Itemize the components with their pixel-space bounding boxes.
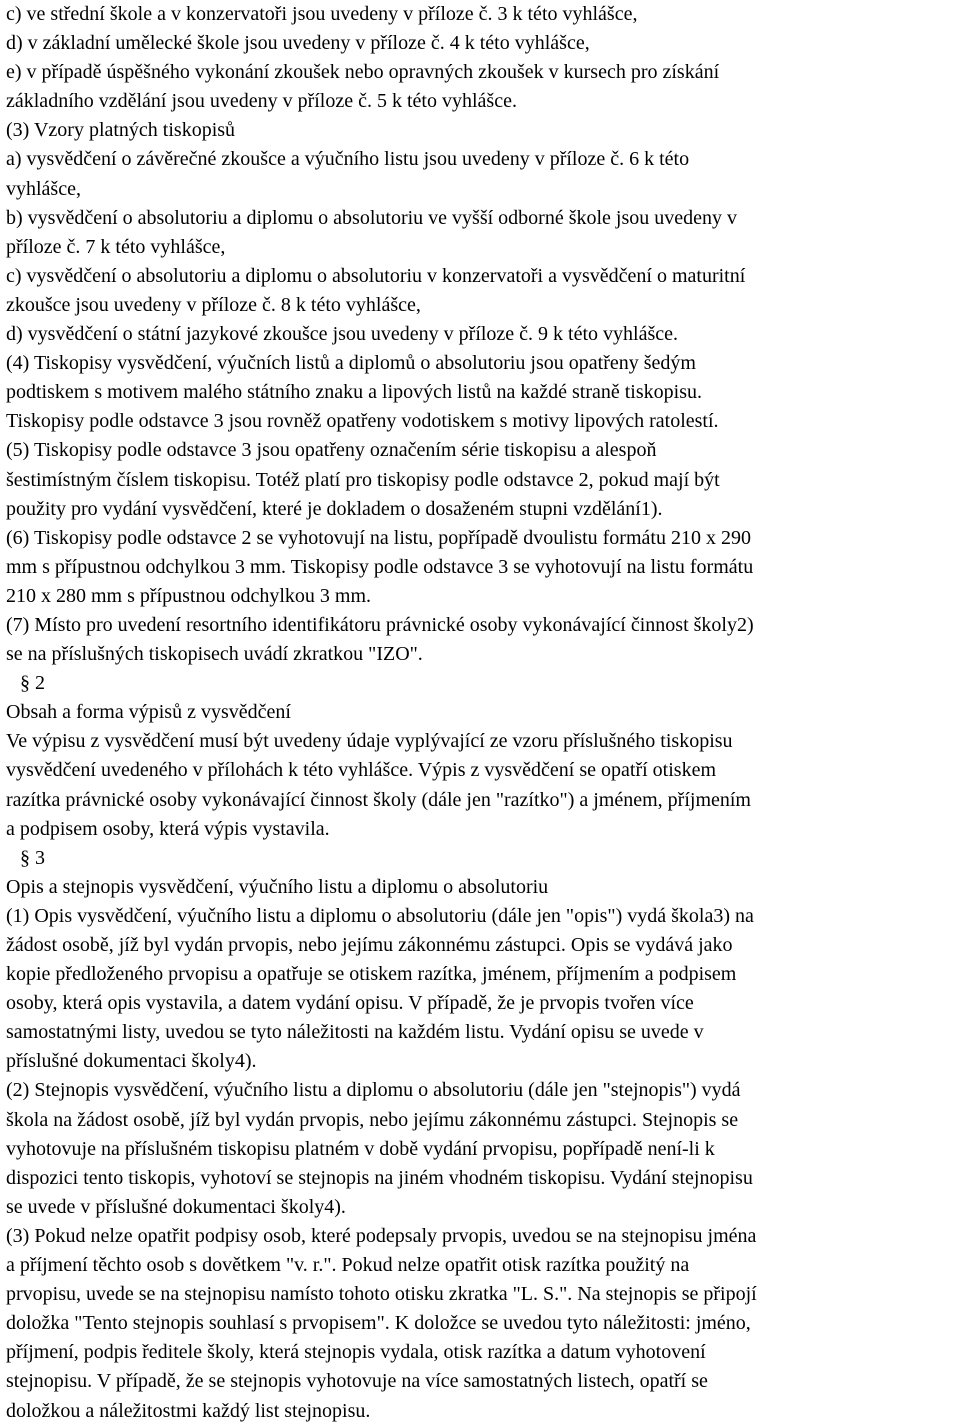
text-line: dispozici tento tiskopis, vyhotoví se stejnopis na jiném vhodném tiskopisu. Vydání stejnopisu — [6, 1166, 753, 1189]
text-line: a) vysvědčení o závěrečné zkoušce a výučního listu jsou uvedeny v příloze č. 6 k této — [6, 148, 690, 171]
text-line: (2) Stejnopis vysvědčení, výučního listu a diplomu o absolutoriu (dále jen "stejnopis") vydá — [6, 1079, 741, 1102]
text-line: žádost osobě, jíž byl vydán prvopis, nebo jejímu zákonnému zástupci. Opis se vydává jako — [6, 934, 733, 956]
text-line: b) vysvědčení o absolutoriu a diplomu o absolutoriu ve vyšší odborné škole jsou uvedeny v — [6, 206, 738, 229]
text-line: doložka "Tento stejnopis souhlasí s prvopisem". K doložce se uvedou tyto náležitosti: jméno, — [6, 1312, 751, 1335]
text-line: razítka právnické osoby vykonávající činnost školy (dále jen "razítko") a jménem, příjmením — [6, 788, 751, 811]
text-line: příloze č. 7 k této vyhlášce, — [6, 235, 226, 258]
text-line: 210 x 280 mm s přípustnou odchylkou 3 mm. — [6, 584, 371, 607]
text-line: (6) Tiskopisy podle odstavce 2 se vyhotovují na listu, popřípadě dvoulistu formátu 210 x 290 — [6, 526, 751, 549]
text-line: základního vzdělání jsou uvedeny v příloze č. 5 k této vyhlášce. — [6, 90, 517, 113]
text-line: a podpisem osoby, která výpis vystavila. — [6, 817, 330, 840]
text-line: (3) Vzory platných tiskopisů — [6, 119, 236, 142]
section-number: § 2 — [20, 672, 45, 695]
text-line: a příjmení těchto osob s dovětkem "v. r.". Pokud nelze opatřit otisk razítka použitý na — [6, 1254, 690, 1277]
text-line: c) ve střední škole a v konzervatoři jsou uvedeny v příloze č. 3 k této vyhlášce, — [6, 3, 638, 25]
text-line: se na příslušných tiskopisech uvádí zkratkou "IZO". — [6, 643, 423, 666]
text-line: (3) Pokud nelze opatřit podpisy osob, které podepsaly prvopis, uvedou se na stejnopisu jména — [6, 1224, 757, 1247]
text-line: zkoušce jsou uvedeny v příloze č. 8 k této vyhlášce, — [6, 293, 421, 316]
text-line: Ve výpisu z vysvědčení musí být uvedeny údaje vyplývající ze vzoru příslušného tiskopisu — [6, 730, 733, 753]
text-line: d) vysvědčení o státní jazykové zkoušce jsou uvedeny v příloze č. 9 k této vyhlášce. — [6, 323, 679, 346]
text-line: použity pro vydání vysvědčení, které je dokladem o dosaženém stupni vzdělání1). — [6, 497, 663, 520]
text-line: kopie předloženého prvopisu a opatřuje se otiskem razítka, jménem, příjmením a podpisem — [6, 963, 737, 986]
text-line: (1) Opis vysvědčení, výučního listu a diplomu o absolutoriu (dále jen "opis") vydá škola3) na — [6, 904, 754, 927]
text-line: vyhlášce, — [6, 177, 81, 200]
text-line: se uvede v příslušné dokumentaci školy4). — [6, 1195, 346, 1218]
text-line: příslušné dokumentaci školy4). — [6, 1050, 257, 1073]
text-line: (7) Místo pro uvedení resortního identifikátoru právnické osoby vykonávající činnost školy2) — [6, 613, 754, 636]
text-line: příjmení, podpis ředitele školy, která stejnopis vydala, otisk razítka a datum vyhotovení — [6, 1341, 706, 1364]
text-line: (5) Tiskopisy podle odstavce 3 jsou opatřeny označením série tiskopisu a alespoň — [6, 439, 657, 462]
text-line: e) v případě úspěšného vykonání zkoušek nebo opravných zkoušek v kursech pro získání — [6, 61, 720, 84]
text-line: doložkou a náležitostmi každý list stejnopisu. — [6, 1399, 371, 1422]
section-number: § 3 — [20, 846, 45, 869]
text-line: Obsah a forma výpisů z vysvědčení — [6, 701, 291, 724]
text-line: šestimístným číslem tiskopisu. Totéž platí pro tiskopisy podle odstavce 2, pokud mají být — [6, 468, 720, 491]
text-line: prvopisu, uvede se na stejnopisu namísto tohoto otisku zkratka "L. S.". Na stejnopis se připojí — [6, 1283, 757, 1306]
text-line: d) v základní umělecké škole jsou uvedeny v příloze č. 4 k této vyhlášce, — [6, 32, 590, 55]
text-line: škola na žádost osobě, jíž byl vydán prvopis, nebo jejímu zákonnému zástupci. Stejnopis se — [6, 1108, 739, 1131]
text-line: (4) Tiskopisy vysvědčení, výučních listů a diplomů o absolutoriu jsou opatřeny šedým — [6, 352, 696, 375]
text-line: stejnopisu. V případě, že se stejnopis vyhotovuje na více samostatných listech, opatří se — [6, 1370, 708, 1393]
text-line: mm s přípustnou odchylkou 3 mm. Tiskopisy podle odstavce 3 se vyhotovují na listu formátu — [6, 555, 754, 578]
text-line: vysvědčení uvedeného v přílohách k této vyhlášce. Výpis z vysvědčení se opatří otiskem — [6, 759, 716, 782]
text-line: c) vysvědčení o absolutoriu a diplomu o absolutoriu v konzervatoři a vysvědčení o maturitní — [6, 264, 746, 287]
text-line: podtiskem s motivem malého státního znaku a lipových listů na každé straně tiskopisu. — [6, 381, 702, 404]
text-line: vyhotovuje na příslušném tiskopisu platném v době vydání prvopisu, popřípadě není-li k — [6, 1137, 715, 1160]
text-line: Opis a stejnopis vysvědčení, výučního listu a diplomu o absolutoriu — [6, 875, 549, 898]
text-line: osoby, která opis vystavila, a datem vydání opisu. V případě, že je prvopis tvořen více — [6, 992, 694, 1015]
text-line: samostatnými listy, uvedou se tyto náležitosti na každém listu. Vydání opisu se uvede v — [6, 1021, 704, 1044]
text-line: Tiskopisy podle odstavce 3 jsou rovněž opatřeny vodotiskem s motivy lipových ratolestí. — [6, 410, 719, 433]
